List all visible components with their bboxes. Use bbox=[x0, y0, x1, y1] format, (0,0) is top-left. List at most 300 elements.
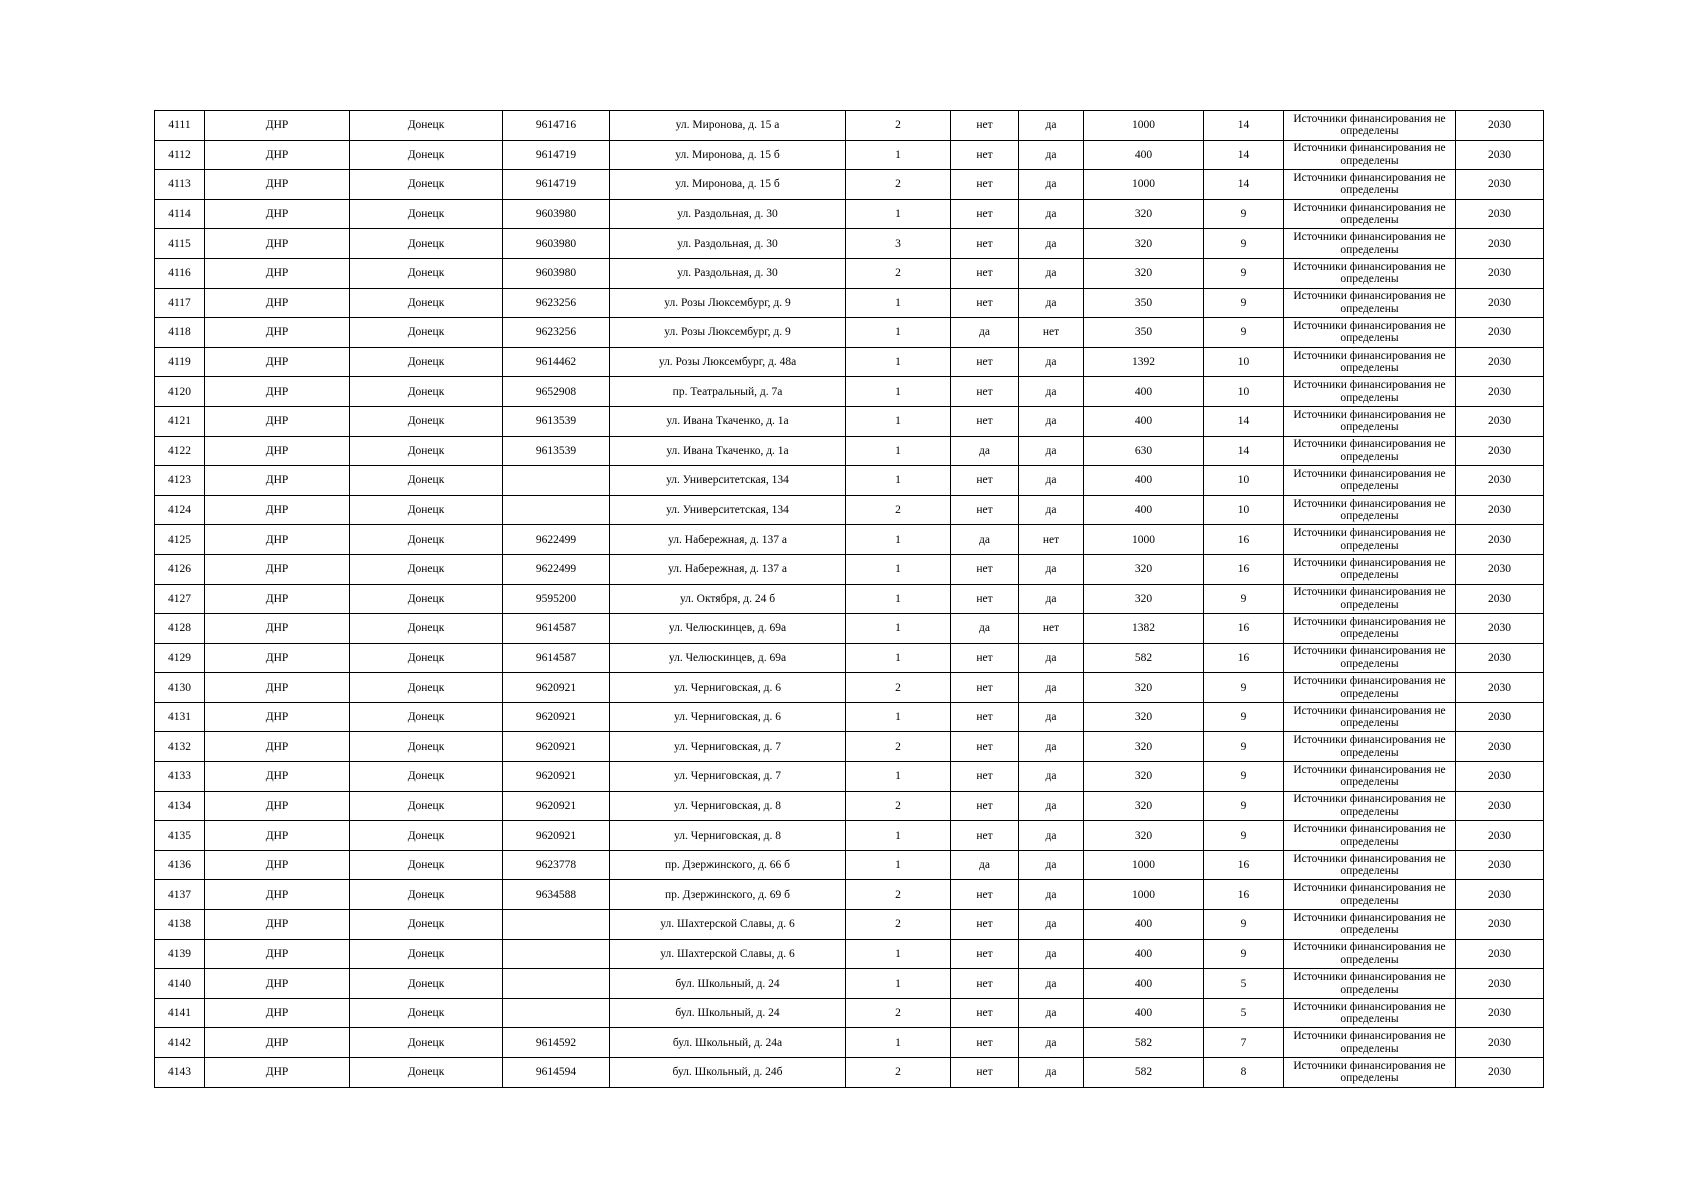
cell-funding-source: Источники финансирования не определены bbox=[1284, 614, 1456, 644]
cell-region: ДНР bbox=[205, 614, 350, 644]
cell-row-number: 4128 bbox=[155, 614, 205, 644]
cell-region: ДНР bbox=[205, 288, 350, 318]
cell-funding-source: Источники финансирования не определены bbox=[1284, 525, 1456, 555]
cell-region: ДНР bbox=[205, 969, 350, 999]
cell-col-flag-a: нет bbox=[951, 347, 1019, 377]
cell-address: пр. Дзержинского, д. 66 б bbox=[610, 850, 846, 880]
cell-floors: 16 bbox=[1204, 614, 1284, 644]
cell-building-code: 9623256 bbox=[503, 288, 610, 318]
table-row bbox=[155, 998, 1544, 1028]
table-row bbox=[155, 1028, 1544, 1058]
cell-address: ул. Черниговская, д. 8 bbox=[610, 791, 846, 821]
cell-value: 1382 bbox=[1084, 614, 1204, 644]
cell-building-code bbox=[503, 998, 610, 1028]
cell-building-code: 9614719 bbox=[503, 170, 610, 200]
cell-entrance: 1 bbox=[846, 643, 951, 673]
cell-address: пр. Театральный, д. 7а bbox=[610, 377, 846, 407]
cell-year: 2030 bbox=[1456, 170, 1544, 200]
cell-address: ул. Ивана Ткаченко, д. 1а bbox=[610, 436, 846, 466]
cell-address: ул. Университетская, 134 bbox=[610, 495, 846, 525]
cell-building-code: 9620921 bbox=[503, 762, 610, 792]
cell-entrance: 1 bbox=[846, 762, 951, 792]
cell-city: Донецк bbox=[350, 910, 503, 940]
cell-address: бул. Школьный, д. 24б bbox=[610, 1058, 846, 1088]
cell-funding-source: Источники финансирования не определены bbox=[1284, 436, 1456, 466]
cell-col-flag-a: нет bbox=[951, 258, 1019, 288]
cell-building-code: 9614587 bbox=[503, 643, 610, 673]
cell-floors: 9 bbox=[1204, 910, 1284, 940]
cell-row-number: 4130 bbox=[155, 673, 205, 703]
table-row bbox=[155, 436, 1544, 466]
cell-year: 2030 bbox=[1456, 1028, 1544, 1058]
cell-col-flag-a: нет bbox=[951, 466, 1019, 496]
cell-city: Донецк bbox=[350, 791, 503, 821]
cell-value: 582 bbox=[1084, 643, 1204, 673]
cell-value: 320 bbox=[1084, 229, 1204, 259]
cell-region: ДНР bbox=[205, 998, 350, 1028]
cell-col-flag-b: да bbox=[1019, 850, 1084, 880]
cell-floors: 16 bbox=[1204, 850, 1284, 880]
cell-floors: 10 bbox=[1204, 466, 1284, 496]
cell-col-flag-a: нет bbox=[951, 199, 1019, 229]
cell-row-number: 4143 bbox=[155, 1058, 205, 1088]
cell-floors: 9 bbox=[1204, 791, 1284, 821]
cell-col-flag-b: да bbox=[1019, 998, 1084, 1028]
cell-entrance: 1 bbox=[846, 850, 951, 880]
cell-funding-source: Источники финансирования не определены bbox=[1284, 288, 1456, 318]
cell-row-number: 4141 bbox=[155, 998, 205, 1028]
cell-col-flag-b: да bbox=[1019, 554, 1084, 584]
cell-col-flag-b: да bbox=[1019, 347, 1084, 377]
cell-funding-source: Источники финансирования не определены bbox=[1284, 584, 1456, 614]
table-row bbox=[155, 673, 1544, 703]
cell-entrance: 1 bbox=[846, 436, 951, 466]
cell-col-flag-a: нет bbox=[951, 969, 1019, 999]
cell-col-flag-a: нет bbox=[951, 791, 1019, 821]
cell-city: Донецк bbox=[350, 199, 503, 229]
cell-year: 2030 bbox=[1456, 199, 1544, 229]
cell-funding-source: Источники финансирования не определены bbox=[1284, 762, 1456, 792]
table-row bbox=[155, 377, 1544, 407]
cell-address: ул. Черниговская, д. 6 bbox=[610, 702, 846, 732]
cell-region: ДНР bbox=[205, 466, 350, 496]
cell-address: ул. Розы Люксембург, д. 9 bbox=[610, 318, 846, 348]
cell-city: Донецк bbox=[350, 347, 503, 377]
cell-address: ул. Челюскинцев, д. 69а bbox=[610, 614, 846, 644]
cell-entrance: 2 bbox=[846, 910, 951, 940]
table-row bbox=[155, 910, 1544, 940]
cell-col-flag-b: да bbox=[1019, 199, 1084, 229]
cell-year: 2030 bbox=[1456, 318, 1544, 348]
cell-col-flag-a: нет bbox=[951, 910, 1019, 940]
cell-value: 320 bbox=[1084, 258, 1204, 288]
cell-col-flag-b: да bbox=[1019, 466, 1084, 496]
cell-funding-source: Источники финансирования не определены bbox=[1284, 554, 1456, 584]
table-row bbox=[155, 347, 1544, 377]
cell-floors: 9 bbox=[1204, 229, 1284, 259]
cell-col-flag-a: нет bbox=[951, 880, 1019, 910]
table-row bbox=[155, 850, 1544, 880]
cell-col-flag-a: да bbox=[951, 614, 1019, 644]
cell-address: ул. Черниговская, д. 8 bbox=[610, 821, 846, 851]
cell-building-code: 9623778 bbox=[503, 850, 610, 880]
cell-row-number: 4120 bbox=[155, 377, 205, 407]
cell-funding-source: Источники финансирования не определены bbox=[1284, 673, 1456, 703]
cell-building-code: 9613539 bbox=[503, 436, 610, 466]
cell-address: ул. Шахтерской Славы, д. 6 bbox=[610, 910, 846, 940]
cell-col-flag-b: да bbox=[1019, 1028, 1084, 1058]
cell-col-flag-b: да bbox=[1019, 1058, 1084, 1088]
cell-entrance: 1 bbox=[846, 140, 951, 170]
cell-building-code bbox=[503, 910, 610, 940]
cell-col-flag-b: нет bbox=[1019, 614, 1084, 644]
cell-col-flag-a: нет bbox=[951, 495, 1019, 525]
cell-floors: 8 bbox=[1204, 1058, 1284, 1088]
cell-value: 320 bbox=[1084, 732, 1204, 762]
cell-region: ДНР bbox=[205, 406, 350, 436]
cell-region: ДНР bbox=[205, 850, 350, 880]
cell-col-flag-a: нет bbox=[951, 1028, 1019, 1058]
table-row bbox=[155, 614, 1544, 644]
cell-entrance: 1 bbox=[846, 199, 951, 229]
cell-funding-source: Источники финансирования не определены bbox=[1284, 791, 1456, 821]
data-table bbox=[154, 110, 1544, 1088]
cell-year: 2030 bbox=[1456, 584, 1544, 614]
cell-floors: 16 bbox=[1204, 643, 1284, 673]
cell-col-flag-b: да bbox=[1019, 495, 1084, 525]
cell-region: ДНР bbox=[205, 910, 350, 940]
cell-funding-source: Источники финансирования не определены bbox=[1284, 969, 1456, 999]
cell-city: Донецк bbox=[350, 643, 503, 673]
cell-year: 2030 bbox=[1456, 258, 1544, 288]
cell-year: 2030 bbox=[1456, 880, 1544, 910]
cell-entrance: 2 bbox=[846, 258, 951, 288]
cell-value: 400 bbox=[1084, 377, 1204, 407]
cell-floors: 9 bbox=[1204, 288, 1284, 318]
cell-value: 400 bbox=[1084, 969, 1204, 999]
cell-entrance: 1 bbox=[846, 466, 951, 496]
cell-floors: 9 bbox=[1204, 584, 1284, 614]
cell-entrance: 2 bbox=[846, 111, 951, 141]
cell-building-code: 9614587 bbox=[503, 614, 610, 644]
table-row bbox=[155, 170, 1544, 200]
cell-year: 2030 bbox=[1456, 643, 1544, 673]
cell-value: 1000 bbox=[1084, 525, 1204, 555]
cell-value: 1000 bbox=[1084, 850, 1204, 880]
cell-row-number: 4124 bbox=[155, 495, 205, 525]
cell-address: ул. Набережная, д. 137 а bbox=[610, 554, 846, 584]
cell-address: ул. Черниговская, д. 7 bbox=[610, 762, 846, 792]
cell-value: 320 bbox=[1084, 702, 1204, 732]
cell-funding-source: Источники финансирования не определены bbox=[1284, 939, 1456, 969]
cell-row-number: 4136 bbox=[155, 850, 205, 880]
cell-entrance: 2 bbox=[846, 1058, 951, 1088]
cell-floors: 10 bbox=[1204, 495, 1284, 525]
cell-year: 2030 bbox=[1456, 969, 1544, 999]
cell-address: ул. Шахтерской Славы, д. 6 bbox=[610, 939, 846, 969]
cell-value: 400 bbox=[1084, 910, 1204, 940]
cell-building-code bbox=[503, 466, 610, 496]
cell-floors: 5 bbox=[1204, 998, 1284, 1028]
cell-address: ул. Миронова, д. 15 б bbox=[610, 140, 846, 170]
cell-address: ул. Октября, д. 24 б bbox=[610, 584, 846, 614]
cell-building-code: 9614462 bbox=[503, 347, 610, 377]
cell-row-number: 4111 bbox=[155, 111, 205, 141]
cell-row-number: 4126 bbox=[155, 554, 205, 584]
cell-value: 400 bbox=[1084, 939, 1204, 969]
cell-funding-source: Источники финансирования не определены bbox=[1284, 1028, 1456, 1058]
cell-floors: 9 bbox=[1204, 258, 1284, 288]
cell-address: ул. Ивана Ткаченко, д. 1а bbox=[610, 406, 846, 436]
cell-address: ул. Раздольная, д. 30 bbox=[610, 258, 846, 288]
table-row bbox=[155, 1058, 1544, 1088]
cell-building-code: 9603980 bbox=[503, 199, 610, 229]
cell-entrance: 1 bbox=[846, 347, 951, 377]
cell-value: 582 bbox=[1084, 1058, 1204, 1088]
cell-city: Донецк bbox=[350, 998, 503, 1028]
cell-year: 2030 bbox=[1456, 495, 1544, 525]
cell-year: 2030 bbox=[1456, 554, 1544, 584]
cell-col-flag-b: да bbox=[1019, 762, 1084, 792]
table-row bbox=[155, 525, 1544, 555]
cell-col-flag-a: нет bbox=[951, 1058, 1019, 1088]
cell-row-number: 4134 bbox=[155, 791, 205, 821]
table-row bbox=[155, 406, 1544, 436]
cell-city: Донецк bbox=[350, 525, 503, 555]
table-row bbox=[155, 880, 1544, 910]
cell-funding-source: Источники финансирования не определены bbox=[1284, 821, 1456, 851]
cell-floors: 16 bbox=[1204, 554, 1284, 584]
table-row bbox=[155, 466, 1544, 496]
cell-col-flag-a: нет bbox=[951, 288, 1019, 318]
cell-entrance: 2 bbox=[846, 170, 951, 200]
cell-col-flag-b: да bbox=[1019, 791, 1084, 821]
cell-floors: 14 bbox=[1204, 111, 1284, 141]
table-row bbox=[155, 111, 1544, 141]
cell-value: 1392 bbox=[1084, 347, 1204, 377]
table-row bbox=[155, 258, 1544, 288]
cell-col-flag-a: да bbox=[951, 318, 1019, 348]
cell-value: 320 bbox=[1084, 199, 1204, 229]
cell-building-code: 9620921 bbox=[503, 702, 610, 732]
table-row bbox=[155, 495, 1544, 525]
cell-col-flag-a: нет bbox=[951, 111, 1019, 141]
cell-col-flag-a: нет bbox=[951, 229, 1019, 259]
cell-col-flag-b: да bbox=[1019, 939, 1084, 969]
cell-funding-source: Источники финансирования не определены bbox=[1284, 170, 1456, 200]
cell-region: ДНР bbox=[205, 939, 350, 969]
cell-region: ДНР bbox=[205, 318, 350, 348]
cell-entrance: 2 bbox=[846, 495, 951, 525]
cell-building-code: 9620921 bbox=[503, 791, 610, 821]
cell-region: ДНР bbox=[205, 495, 350, 525]
cell-col-flag-b: да bbox=[1019, 170, 1084, 200]
cell-value: 320 bbox=[1084, 762, 1204, 792]
cell-col-flag-b: да bbox=[1019, 584, 1084, 614]
cell-year: 2030 bbox=[1456, 229, 1544, 259]
cell-col-flag-a: да bbox=[951, 436, 1019, 466]
cell-funding-source: Источники финансирования не определены bbox=[1284, 910, 1456, 940]
cell-building-code: 9614594 bbox=[503, 1058, 610, 1088]
cell-row-number: 4125 bbox=[155, 525, 205, 555]
cell-city: Донецк bbox=[350, 495, 503, 525]
cell-entrance: 1 bbox=[846, 406, 951, 436]
cell-address: бул. Школьный, д. 24а bbox=[610, 1028, 846, 1058]
cell-building-code bbox=[503, 495, 610, 525]
cell-year: 2030 bbox=[1456, 673, 1544, 703]
cell-col-flag-b: нет bbox=[1019, 525, 1084, 555]
cell-row-number: 4133 bbox=[155, 762, 205, 792]
cell-value: 350 bbox=[1084, 288, 1204, 318]
cell-region: ДНР bbox=[205, 732, 350, 762]
table-row bbox=[155, 288, 1544, 318]
cell-value: 320 bbox=[1084, 673, 1204, 703]
cell-entrance: 1 bbox=[846, 525, 951, 555]
cell-city: Донецк bbox=[350, 436, 503, 466]
cell-city: Донецк bbox=[350, 880, 503, 910]
cell-city: Донецк bbox=[350, 258, 503, 288]
cell-entrance: 2 bbox=[846, 673, 951, 703]
cell-floors: 14 bbox=[1204, 436, 1284, 466]
cell-col-flag-a: нет bbox=[951, 140, 1019, 170]
cell-address: ул. Раздольная, д. 30 bbox=[610, 229, 846, 259]
cell-year: 2030 bbox=[1456, 821, 1544, 851]
cell-year: 2030 bbox=[1456, 377, 1544, 407]
table-row bbox=[155, 702, 1544, 732]
cell-row-number: 4118 bbox=[155, 318, 205, 348]
cell-region: ДНР bbox=[205, 1058, 350, 1088]
cell-floors: 16 bbox=[1204, 880, 1284, 910]
table-row bbox=[155, 140, 1544, 170]
cell-funding-source: Источники финансирования не определены bbox=[1284, 643, 1456, 673]
cell-col-flag-a: нет bbox=[951, 732, 1019, 762]
table-row bbox=[155, 554, 1544, 584]
cell-col-flag-b: нет bbox=[1019, 318, 1084, 348]
cell-address: пр. Дзержинского, д. 69 б bbox=[610, 880, 846, 910]
cell-entrance: 2 bbox=[846, 791, 951, 821]
cell-city: Донецк bbox=[350, 288, 503, 318]
cell-region: ДНР bbox=[205, 762, 350, 792]
document-page-table-region bbox=[154, 110, 1543, 1088]
cell-row-number: 4123 bbox=[155, 466, 205, 496]
cell-col-flag-a: нет bbox=[951, 584, 1019, 614]
cell-city: Донецк bbox=[350, 554, 503, 584]
cell-col-flag-a: да bbox=[951, 525, 1019, 555]
cell-year: 2030 bbox=[1456, 850, 1544, 880]
cell-address: ул. Миронова, д. 15 б bbox=[610, 170, 846, 200]
cell-building-code: 9595200 bbox=[503, 584, 610, 614]
cell-region: ДНР bbox=[205, 673, 350, 703]
cell-address: ул. Черниговская, д. 7 bbox=[610, 732, 846, 762]
cell-row-number: 4129 bbox=[155, 643, 205, 673]
cell-city: Донецк bbox=[350, 318, 503, 348]
cell-building-code: 9620921 bbox=[503, 673, 610, 703]
cell-entrance: 1 bbox=[846, 821, 951, 851]
table-row bbox=[155, 584, 1544, 614]
cell-address: бул. Школьный, д. 24 bbox=[610, 998, 846, 1028]
cell-row-number: 4119 bbox=[155, 347, 205, 377]
cell-year: 2030 bbox=[1456, 140, 1544, 170]
cell-col-flag-a: да bbox=[951, 850, 1019, 880]
cell-year: 2030 bbox=[1456, 998, 1544, 1028]
cell-row-number: 4135 bbox=[155, 821, 205, 851]
cell-year: 2030 bbox=[1456, 762, 1544, 792]
cell-building-code: 9622499 bbox=[503, 525, 610, 555]
cell-funding-source: Источники финансирования не определены bbox=[1284, 732, 1456, 762]
cell-value: 400 bbox=[1084, 998, 1204, 1028]
cell-col-flag-b: да bbox=[1019, 673, 1084, 703]
cell-funding-source: Источники финансирования не определены bbox=[1284, 377, 1456, 407]
cell-building-code: 9614716 bbox=[503, 111, 610, 141]
cell-floors: 16 bbox=[1204, 525, 1284, 555]
cell-entrance: 1 bbox=[846, 1028, 951, 1058]
table-row bbox=[155, 643, 1544, 673]
cell-region: ДНР bbox=[205, 525, 350, 555]
cell-city: Донецк bbox=[350, 229, 503, 259]
cell-city: Донецк bbox=[350, 1028, 503, 1058]
cell-entrance: 2 bbox=[846, 732, 951, 762]
cell-city: Донецк bbox=[350, 406, 503, 436]
cell-entrance: 1 bbox=[846, 614, 951, 644]
cell-year: 2030 bbox=[1456, 406, 1544, 436]
cell-floors: 10 bbox=[1204, 377, 1284, 407]
cell-floors: 9 bbox=[1204, 702, 1284, 732]
cell-floors: 14 bbox=[1204, 406, 1284, 436]
cell-floors: 9 bbox=[1204, 821, 1284, 851]
cell-region: ДНР bbox=[205, 791, 350, 821]
cell-col-flag-b: да bbox=[1019, 436, 1084, 466]
cell-row-number: 4112 bbox=[155, 140, 205, 170]
cell-row-number: 4113 bbox=[155, 170, 205, 200]
cell-building-code: 9614719 bbox=[503, 140, 610, 170]
cell-row-number: 4127 bbox=[155, 584, 205, 614]
cell-funding-source: Источники финансирования не определены bbox=[1284, 702, 1456, 732]
cell-entrance: 1 bbox=[846, 939, 951, 969]
cell-region: ДНР bbox=[205, 821, 350, 851]
cell-value: 320 bbox=[1084, 821, 1204, 851]
cell-funding-source: Источники финансирования не определены bbox=[1284, 111, 1456, 141]
cell-city: Донецк bbox=[350, 939, 503, 969]
cell-building-code: 9623256 bbox=[503, 318, 610, 348]
table-row bbox=[155, 229, 1544, 259]
cell-region: ДНР bbox=[205, 880, 350, 910]
cell-entrance: 1 bbox=[846, 554, 951, 584]
cell-value: 400 bbox=[1084, 466, 1204, 496]
cell-city: Донецк bbox=[350, 377, 503, 407]
cell-funding-source: Источники финансирования не определены bbox=[1284, 199, 1456, 229]
cell-entrance: 1 bbox=[846, 584, 951, 614]
cell-value: 400 bbox=[1084, 495, 1204, 525]
cell-city: Донецк bbox=[350, 614, 503, 644]
cell-funding-source: Источники финансирования не определены bbox=[1284, 347, 1456, 377]
cell-row-number: 4138 bbox=[155, 910, 205, 940]
cell-region: ДНР bbox=[205, 554, 350, 584]
cell-year: 2030 bbox=[1456, 466, 1544, 496]
table-row bbox=[155, 318, 1544, 348]
table-row bbox=[155, 762, 1544, 792]
cell-col-flag-a: нет bbox=[951, 643, 1019, 673]
cell-funding-source: Источники финансирования не определены bbox=[1284, 140, 1456, 170]
cell-city: Донецк bbox=[350, 170, 503, 200]
cell-year: 2030 bbox=[1456, 732, 1544, 762]
cell-funding-source: Источники финансирования не определены bbox=[1284, 880, 1456, 910]
table-row bbox=[155, 821, 1544, 851]
cell-col-flag-b: да bbox=[1019, 969, 1084, 999]
cell-value: 350 bbox=[1084, 318, 1204, 348]
cell-city: Донецк bbox=[350, 702, 503, 732]
table-row bbox=[155, 969, 1544, 999]
cell-building-code: 9614592 bbox=[503, 1028, 610, 1058]
